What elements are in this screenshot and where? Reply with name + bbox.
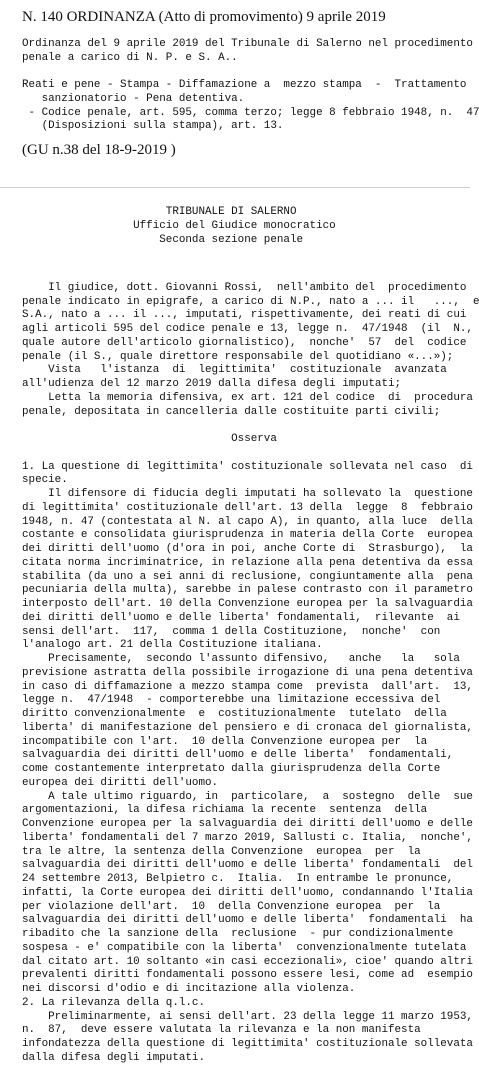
subject-headings: Reati e pene - Stampa - Diffamazione a mezzo stampa - Trattamento sanzionatorio - Pena detentiva. - Codice penale, art. 595, comma terzo; legge 8 febbraio 1948, n. 47 (Disposizioni sulla stampa), art. 13.	[22, 79, 479, 133]
intro-paragraph: Ordinanza del 9 aprile 2019 del Tribunale di Salerno nel procedimento penale a carico di N. P. e S. A..	[22, 38, 473, 64]
ordinance-body: Il giudice, dott. Giovanni Rossi, nell'ambito del procedimento penale indicato in epigrafe, a carico di N.P., nato a ... il ..., e S.A., nato a ... il ..., imputati, rispettivamente, dei reati di cui agli articoli 595 del codice penale e 13, legge n. 47/1948 (il N., quale autore dell'articolo giornalistico), nonche' 57 del codice penale (il S., quale direttore responsabile del quotidiano «...»); Vista l'istanza di legittimita' costituzionale avanzata all'udienza del 12 marzo 2019 dalla difesa degli imputati; Letta la memoria difensiva, ex art. 121 del codice di procedura penale, depositata in cancelleria dalle costituite parti civili; Osserva 1. La questione di legittimita' costituzionale sollevata nel caso di specie. Il difensore di fiducia degli imputati ha sollevato la questione di legittimita' costituzionale dell'art. 13 della legge 8 febbraio 1948, n. 47 (contestata al N. al capo A), in quanto, alla luce della costante e consolidata giurisprudenza in materia della Corte europea dei diritti dell'uomo (d'ora in poi, anche Corte di Strasburgo), la citata norma incriminatrice, in relazione alla pena detentiva da essa stabilita (da uno a sei anni di reclusione, congiuntamente alla pena pecuniaria della multa), sarebbe in palese contrasto con il parametro interposto dell'art. 10 della Convenzione europea per la salvaguardia dei diritti dell'uomo e delle liberta' fondamentali, rilevante ai sensi dell'art. 117, comma 1 della Costituzione, nonche' con l'analogo art. 21 della Costituzione italiana. Precisamente, secondo l'assunto difensivo, anche la sola previsione astratta della possibile irrogazione di una pena detentiva in caso di diffamazione a mezzo stampa come prevista dall'art. 13, legge n. 47/1948 - comporterebbe una limitazione eccessiva del diritto convenzionalmente e costituzionalmente tutelato della liberta' di manifestazione del pensiero e di cronaca del giornalista, incompatibile con l'art. 10 della Convenzione europea per la salvaguardia dei diritti dell'uomo e delle liberta' fondamentali, come costantemente interpretato dalla giurisprudenza della Corte europea dei diritti dell'uomo. A tale ultimo riguardo, in particolare, a sostegno delle sue argomentazioni, la difesa richiama la recente sentenza della Convenzione europea per la salvaguardia dei diritti dell'uomo e delle liberta' fondamentali del 7 marzo 2019, Sallusti c. Italia, nonche', tra le altre, la sentenza della Convenzione europea per la salvaguardia dei diritti dell'uomo e delle liberta' fondamentali del 24 settembre 2013, Belpietro c. Italia. In entrambe le pronunce, infatti, la Corte europea dei diritti dell'uomo, condannando l'Italia per violazione dell'art. 10 della Convenzione europea per la salvaguardia dei diritti dell'uomo e delle liberta' fondamentali ha ribadito che la sanzione della reclusione - pur condizionalmente sospesa - e' compatibile con la liberta' convenzionalmente tutelata dal citato art. 10 soltanto «in casi eccezionali», cioe' quando altri prevalenti diritti fondamentali possono essere lesi, come ad esempio nei discorsi d'odio e di incitazione alla violenza. 2. La rilevanza della q.l.c. Preliminarmente, ai sensi dell'art. 23 della legge 11 marzo 1953, n. 87, deve essere valutata la rilevanza e la non manifesta infondatezza della questione di legittimita' costituzionale sollevata dalla difesa degli imputati.	[22, 281, 479, 1064]
document-title: N. 140 ORDINANZA (Atto di promovimento) 9 aprile 2019	[22, 9, 386, 25]
section-divider	[0, 187, 470, 188]
court-header: TRIBUNALE DI SALERNO Ufficio del Giudice monocratico Seconda sezione penale	[133, 206, 336, 246]
gazette-reference: (GU n.38 del 18-9-2019 )	[22, 142, 176, 158]
